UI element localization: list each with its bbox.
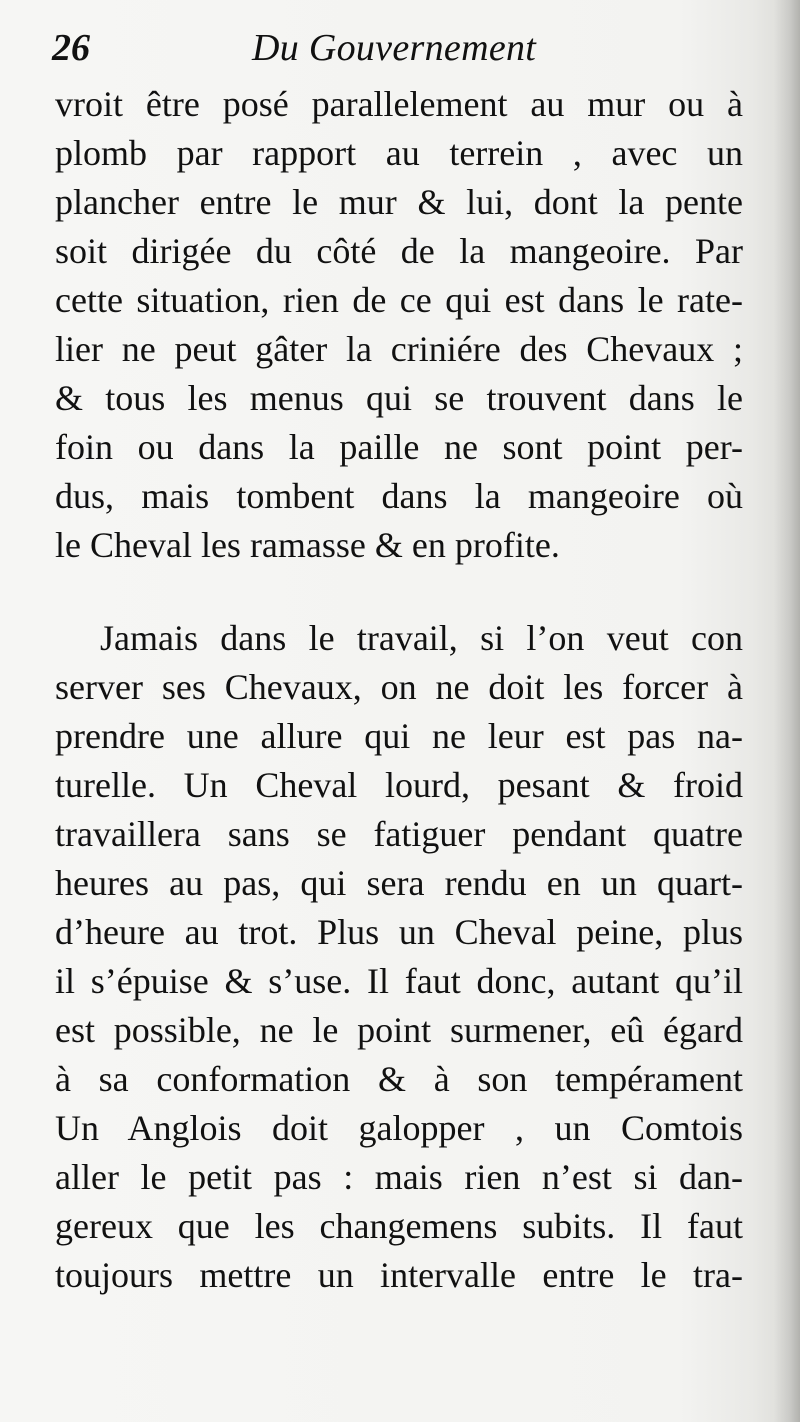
text-line: toujours mettre un intervalle entre le tra- bbox=[55, 1255, 743, 1295]
text-line: cette situation, rien de ce qui est dans le rate- bbox=[55, 280, 743, 320]
text-line: il s’épuise & s’use. Il faut donc, autant qu’il bbox=[55, 961, 743, 1001]
text-line: est possible, ne le point surmener, eû égard bbox=[55, 1010, 743, 1050]
text-line: turelle. Un Cheval lourd, pesant & froid bbox=[55, 765, 743, 805]
text-line: plomb par rapport au terrein , avec un bbox=[55, 133, 743, 173]
page-number: 26 bbox=[52, 27, 90, 69]
text-line: & tous les menus qui se trouvent dans le bbox=[55, 378, 743, 418]
text-line: aller le petit pas : mais rien n’est si dan- bbox=[55, 1157, 743, 1197]
text-line: heures au pas, qui sera rendu en un quart- bbox=[55, 863, 743, 903]
text-line: le Cheval les ramasse & en profite. bbox=[55, 525, 560, 565]
page-edge-shadow bbox=[774, 0, 800, 1422]
text-line: soit dirigée du côté de la mangeoire. Par bbox=[55, 231, 743, 271]
text-line: Un Anglois doit galopper , un Comtois bbox=[55, 1108, 743, 1148]
text-line: à sa conformation & à son tempérament bbox=[55, 1059, 743, 1099]
text-line: gereux que les changemens subits. Il faut bbox=[55, 1206, 743, 1246]
text-line: dus, mais tombent dans la mangeoire où bbox=[55, 476, 743, 516]
text-line: plancher entre le mur & lui, dont la pente bbox=[55, 182, 743, 222]
text-line: Jamais dans le travail, si l’on veut con bbox=[100, 618, 743, 658]
text-line: travaillera sans se fatiguer pendant quatre bbox=[55, 814, 743, 854]
text-line: d’heure au trot. Plus un Cheval peine, plus bbox=[55, 912, 743, 952]
text-line: vroit être posé parallelement au mur ou à bbox=[55, 84, 743, 124]
text-line: prendre une allure qui ne leur est pas na- bbox=[55, 716, 743, 756]
text-line: server ses Chevaux, on ne doit les forcer à bbox=[55, 667, 743, 707]
text-line: lier ne peut gâter la criniére des Chevaux ; bbox=[55, 329, 743, 369]
page-header bbox=[52, 18, 742, 78]
running-title: Du Gouvernement bbox=[252, 27, 537, 69]
text-line: foin ou dans la paille ne sont point per- bbox=[55, 427, 743, 467]
